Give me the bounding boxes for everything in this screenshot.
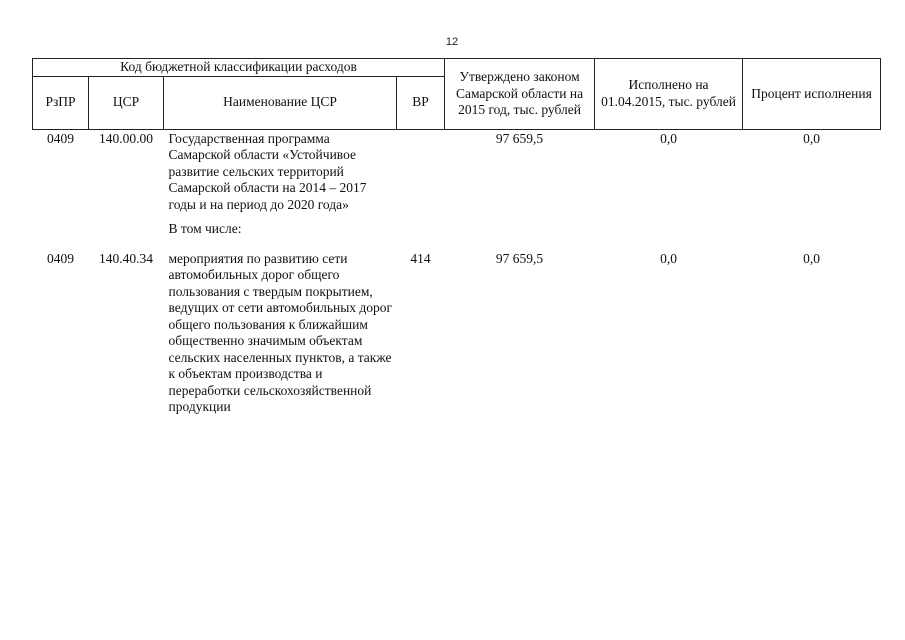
cell-rzpr: 0409 [47, 250, 74, 266]
cell-vr [397, 129, 445, 213]
cell-percent: 0,0 [803, 250, 820, 266]
table-row [33, 250, 881, 416]
table-row [33, 129, 881, 213]
spacer-row [33, 238, 881, 250]
cell-vr: 414 [410, 250, 431, 266]
subheader-row [33, 213, 881, 238]
cell-rzpr: 0409 [47, 130, 74, 146]
header-budget-code-group: Код бюджетной классификации расходов [33, 59, 445, 77]
subheader-text: В том числе: [168, 221, 242, 236]
cell-approved: 97 659,5 [495, 130, 544, 146]
cell-name: мероприятия по развитию сети автомобильных дорог общего пользования с твердым покрытием, ведущих от сети автомобильных дорог общего пользования к ближайшим общественно значимым объектам сельских населенных пунктов, а также к объектам производства и переработки сельскохозяйственной продукции [168, 250, 393, 414]
cell-executed: 0,0 [660, 130, 677, 146]
page-number: 12 [445, 36, 459, 48]
cell-csr: 140.00.00 [99, 130, 153, 146]
header-row-1 [33, 59, 881, 77]
budget-table [32, 58, 881, 416]
cell-approved: 97 659,5 [495, 250, 544, 266]
cell-percent: 0,0 [803, 130, 820, 146]
header-approved: Утверждено законом Самарской области на 2015 год, тыс. рублей [445, 59, 595, 130]
cell-name: Государственная программа Самарской области «Устойчивое развитие сельских территорий Самарской области на 2014 – 2017 годы и на период до 2020 года» [168, 130, 367, 212]
header-vr: ВР [397, 76, 445, 129]
header-csr: ЦСР [89, 76, 164, 129]
header-name: Наименование ЦСР [164, 76, 397, 129]
header-percent: Процент исполнения [743, 59, 881, 130]
header-executed: Исполнено на 01.04.2015, тыс. рублей [595, 59, 743, 130]
cell-csr: 140.40.34 [99, 250, 153, 266]
header-rzpr: РзПР [33, 76, 89, 129]
cell-executed: 0,0 [660, 250, 677, 266]
